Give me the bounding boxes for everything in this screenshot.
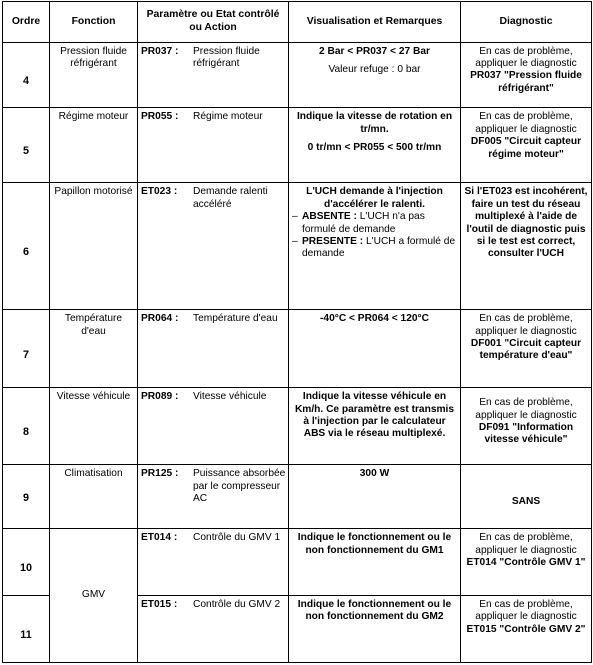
table-row: [3, 529, 592, 596]
header-ordre: Ordre: [3, 2, 50, 43]
row-ordre: 7: [3, 310, 50, 388]
header-fonction: Fonction: [50, 2, 138, 43]
table-row: [3, 310, 592, 388]
row-diagnostic: [461, 529, 592, 596]
row-diagnostic: [461, 42, 592, 108]
vis-value: 300 W: [359, 468, 390, 480]
diag-text: En cas de problème, appliquer le diagnostic: [475, 313, 577, 337]
param-name: Vitesse véhicule: [193, 391, 267, 403]
header-diagnostic: Diagnostic: [461, 2, 592, 43]
row-fonction: Papillon motorisé: [50, 183, 138, 310]
diag-text: En cas de problème, appliquer le diagnostic: [475, 397, 577, 421]
param-code: PR055 :: [141, 111, 179, 123]
row-parametre: [138, 529, 289, 596]
state-label: ABSENTE :: [302, 211, 357, 223]
row-fonction: Température d'eau: [50, 310, 138, 388]
diag-ref: ET015 "Contrôle GMV 2": [466, 623, 586, 635]
param-code: PR125 :: [141, 468, 179, 480]
row-fonction: Climatisation: [50, 465, 138, 529]
param-code: PR064 :: [141, 313, 179, 325]
param-name: Contrôle du GMV 1: [193, 532, 281, 544]
table-row: [3, 388, 592, 465]
table-row: [3, 465, 592, 529]
diag-text: En cas de problème, appliquer le diagnostic: [475, 45, 577, 69]
row-diagnostic: [461, 183, 592, 310]
row-diagnostic: [461, 388, 592, 465]
row-visualisation: [289, 42, 461, 108]
param-code: ET015 :: [141, 599, 178, 611]
table-row: [3, 42, 592, 108]
row-parametre: [138, 310, 289, 388]
header-visualisation: Visualisation et Remarques: [289, 2, 461, 43]
diagnostic-table: [2, 1, 592, 663]
param-code: PR037 :: [141, 45, 179, 57]
diag-ref: ET014 "Contrôle GMV 1": [466, 556, 586, 568]
row-ordre: 9: [3, 465, 50, 529]
row-fonction: Régime moteur: [50, 108, 138, 183]
vis-description: Indique la vitesse de rotation en tr/mn.: [296, 111, 453, 135]
header-parametre: Paramètre ou Etat contrôlé ou Action: [138, 2, 289, 43]
row-parametre: [138, 183, 289, 310]
table-row: [3, 108, 592, 183]
row-diagnostic: [461, 310, 592, 388]
row-visualisation: [289, 108, 461, 183]
diag-text: En cas de problème, appliquer le diagnostic: [475, 532, 577, 556]
param-code: PR089 :: [141, 391, 179, 403]
header-row: [3, 2, 592, 43]
param-name: Contrôle du GMV 2: [193, 599, 281, 611]
param-name: Pression fluide réfrigérant: [193, 45, 260, 69]
vis-state-absente: – ABSENTE : L'UCH n'a pas formulé de demande: [292, 211, 425, 235]
vis-range: -40°C < PR064 < 120°C: [320, 313, 429, 325]
row-parametre: [138, 388, 289, 465]
row-visualisation: [289, 596, 461, 663]
row-ordre: 5: [3, 108, 50, 183]
diag-ref: DF001 "Circuit capteur température d'eau": [470, 337, 582, 362]
param-name: Régime moteur: [193, 111, 263, 123]
row-ordre: 11: [3, 596, 50, 663]
state-text: L'UCH n'a pas formulé de demande: [302, 211, 425, 235]
diag-text: En cas de problème, appliquer le diagnostic: [475, 599, 577, 623]
row-ordre: 10: [3, 529, 50, 596]
param-code: ET023 :: [141, 186, 178, 198]
row-diagnostic: [461, 465, 592, 529]
vis-description: Indique le fonctionnement ou le non fonctionnement du GM1: [297, 532, 452, 556]
row-fonction: Pression fluide réfrigérant: [50, 42, 138, 108]
diag-ref: DF005 "Circuit capteur régime moteur": [470, 136, 582, 160]
diag-ref: Si l'ET023 est incohérent, faire un test du réseau multiplexé à l'aide de l'outil de diagnostic puis si le test est correct, consulter l'UCH: [464, 186, 588, 260]
diag-ref: SANS: [511, 496, 541, 507]
param-name: Demande ralenti accéléré: [193, 186, 268, 210]
row-parametre: [138, 108, 289, 183]
vis-range: 0 tr/mn < PR055 < 500 tr/mn: [307, 142, 442, 154]
vis-description: Indique la vitesse véhicule en Km/h. Ce paramètre est transmis à l'injection par le calculateur ABS via le réseau multiplexé.: [294, 391, 455, 440]
row-parametre: [138, 42, 289, 108]
row-visualisation: [289, 310, 461, 388]
vis-refuge: Valeur refuge : 0 bar: [328, 63, 421, 75]
vis-state-presente: – PRESENTE : L'UCH a formulé de demande: [292, 236, 456, 260]
state-label: PRESENTE :: [302, 236, 364, 248]
row-fonction: Vitesse véhicule: [50, 388, 138, 465]
row-visualisation: [289, 183, 461, 310]
diag-ref: PR037 "Pression fluide réfrigérant": [470, 70, 582, 94]
row-diagnostic: [461, 596, 592, 663]
row-ordre: 8: [3, 388, 50, 465]
table-row: [3, 183, 592, 310]
param-name: Température d'eau: [193, 313, 278, 325]
vis-range: 2 Bar < PR037 < 27 Bar: [318, 45, 430, 57]
vis-description: Indique le fonctionnement ou le non fonctionnement du GM2: [297, 599, 452, 623]
row-ordre: 4: [3, 42, 50, 108]
row-parametre: [138, 465, 289, 529]
param-name: Puissance absorbée par le compresseur AC: [193, 468, 286, 505]
row-visualisation: [289, 529, 461, 596]
row-fonction: GMV: [50, 529, 138, 663]
row-visualisation: [289, 465, 461, 529]
state-text: L'UCH a formulé de demande: [302, 236, 456, 260]
row-diagnostic: [461, 108, 592, 183]
vis-intro: L'UCH demande à l'injection d'accélérer le ralenti.: [306, 186, 443, 210]
row-ordre: 6: [3, 183, 50, 310]
param-code: ET014 :: [141, 532, 178, 544]
row-visualisation: [289, 388, 461, 465]
diag-text: En cas de problème, appliquer le diagnostic: [475, 111, 577, 135]
row-parametre: [138, 596, 289, 663]
diag-ref: DF091 "Information vitesse véhicule": [478, 422, 574, 446]
